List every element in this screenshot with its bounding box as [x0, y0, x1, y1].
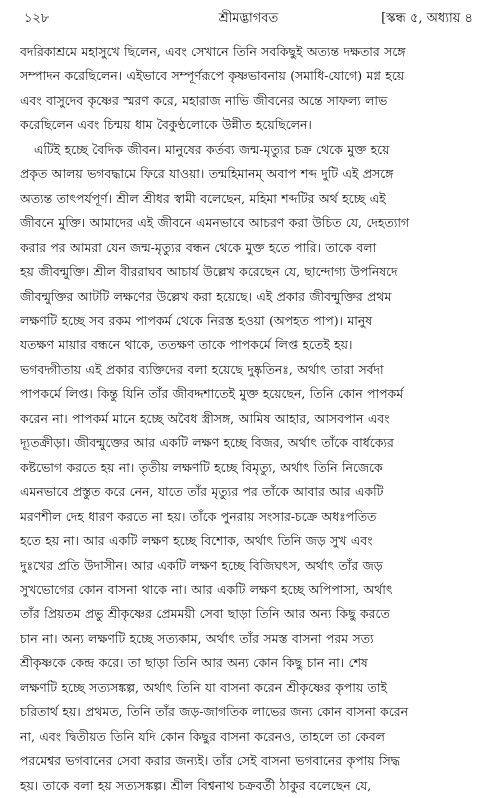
text-line: চরিতার্থ হয়। প্রথমত, তিনি তাঁর জড়-জাগতিক লাভের জন্য কোন বাসনা করেন	[20, 704, 409, 720]
paragraph-1	[20, 40, 477, 138]
text-line: লক্ষণটি হচ্ছে সত্যসঙ্কল্প, অর্থাৎ তিনি যা বাসনা করেন শ্রীকৃষ্ণের কৃপায় তাই	[20, 679, 387, 695]
text-line: দ্যূতক্রীড়া। জীবন্মুক্তের আর একটি লক্ষণ হচ্ছে বিজর, অর্থাৎ তাঁকে বার্ধক্যের	[20, 435, 394, 451]
paragraph-2	[20, 138, 477, 798]
text-line: জীবনে মুক্তি। আমাদের এই জীবনে এমনভাবে আচরণ করা উচিত যে, দেহত্যাগ	[20, 215, 410, 231]
text-line: লক্ষণটি হচ্ছে সব রকম পাপকর্ম থেকে নিরস্ত হওয়া (অপহত পাপ)। মানুষ	[20, 312, 373, 328]
text-line: না, এবং দ্বিতীয়ত তিনি যদি কোন কিছুর বাসনা করেনও, তাহলে তা কেবল	[20, 728, 385, 744]
text-line: কষ্টভোগ করতে হয় না। তৃতীয় লক্ষণটি হচ্ছে বিমৃত্যু, অর্থাৎ তিনি নিজেকে	[20, 459, 383, 475]
text-line: অত্যন্ত তাৎপর্যপূর্ণ। শ্রীল শ্রীধর স্বামী বলেছেন, মহিমা শব্দটির অর্থ হচ্ছে এই	[20, 190, 386, 206]
section-reference: [স্কন্ধ ৫, অধ্যায় ৪	[381, 11, 473, 26]
text-line: হতে হয় না। আর একটি লক্ষণ হচ্ছে বিশোক, অর্থাৎ তিনি জড় সুখ এবং	[20, 533, 373, 549]
text-line: দুঃখের প্রতি উদাসীন। আর একটি লক্ষণ হচ্ছে বিজিঘৎস, অর্থাৎ তাঁর জড়	[20, 557, 383, 573]
page-header	[20, 6, 477, 32]
text-line: তাঁর প্রিয়তম প্রভু শ্রীকৃষ্ণের প্রেমময়ী সেবা ছাড়া তিনি আর অন্য কিছু করতে	[20, 606, 390, 622]
text-line: এবং বাসুদেব কৃষ্ণের স্মরণ করে, মহারাজ নাভি জীবনের অন্তে সাফল্য লাভ	[20, 92, 388, 108]
text-line: পাপকর্মে লিপ্ত। কিন্তু যিনি তাঁর জীবদ্দশাতেই মুক্ত হয়েছেন, তিনি কোন পাপকর্ম	[20, 386, 404, 402]
text-line: বদরিকাশ্রমে মহাসুখে ছিলেন, এবং সেখানে তিনি সবকিছুই অত্যন্ত দক্ষতার সঙ্গে	[20, 44, 406, 59]
text-line: জীবন্মুক্তির আটটি লক্ষণের উল্লেখ করা হয়েছে। এই প্রকার জীবন্মুক্তির প্রথম	[20, 288, 392, 304]
text-line: ভগবদ্গীতায় এই প্রকার ব্যক্তিদের বলা হয়েছে দুষ্কৃতিনঃ, অর্থাৎ তারা সর্বদা	[20, 361, 384, 377]
text-line: এমনভাবে প্রস্তুত করে নেন, যাতে তাঁর মৃত্যুর পর তাঁকে আবার আর একটি	[20, 484, 384, 500]
page-number: ১২৮	[24, 11, 50, 26]
text-line: চান না। অন্য লক্ষণটি হচ্ছে সত্যকাম, অর্থাৎ তাঁর সমস্ত বাসনা পরম সত্য	[20, 630, 374, 646]
text-line: হয়। তাকে বলা হয় সত্যসঙ্কল্প। শ্রীল বিশ্বনাথ চক্রবর্তী ঠাকুর বলেছেন যে,	[20, 777, 372, 793]
text-line: মরণশীল দেহ ধারণ করতে না হয়। তাঁকে পুনরায় সংসার-চক্রে অধঃপতিত	[20, 508, 377, 524]
text-line: সুখভোগের কোন বাসনা থাকে না। আর একটি লক্ষণ হচ্ছে অপিপাসা, অর্থাৎ	[20, 581, 393, 597]
body-text	[20, 40, 477, 798]
text-line: হয় জীবন্মুক্তি। শ্রীল বীররাঘব আচার্য উল্লেখ করেছেন যে, ছান্দোগ্য উপনিষদে	[20, 264, 398, 280]
text-line: শ্রীকৃষ্ণকে কেন্দ্র করে। তা ছাড়া তিনি আর অন্য কোন কিছু চান না। শেষ	[20, 655, 368, 671]
text-line: এটিই হচ্ছে বৈদিক জীবন। মানুষের কর্তব্য জন্ম-মৃত্যুর চক্র থেকে মুক্ত হয়ে	[34, 141, 390, 157]
text-line: করেন না। পাপকর্ম মানে হচ্ছে অবৈধ স্ত্রীসঙ্গ, আমিষ আহার, আসবপান এবং	[20, 410, 390, 426]
text-line: পরমেশ্বর ভগবানের সেবা করার জন্যই। তাঁর সেই বাসনা ভগবানের কৃপায় সিদ্ধ	[20, 753, 400, 769]
book-title: শ্রীমদ্ভাগবত	[218, 11, 279, 26]
text-line: সম্পাদন করেছিলেন। এইভাবে সম্পূর্ণরূপে কৃষ্ণভাবনায় (সমাধি-যোগে) মগ্ন হয়ে	[20, 68, 405, 84]
text-line: প্রকৃত আলয় ভগবদ্ধামে ফিরে যাওয়া। তন্মহিমানম্ অবাপ শব্দ দুটি এই প্রসঙ্গে	[20, 166, 394, 182]
text-line: করেছিলেন এবং চিন্ময় ধাম বৈকুণ্ঠলোকে উন্নীত হয়েছিলেন।	[20, 117, 312, 133]
text-line: যতক্ষণ মায়ার বন্ধনে থাকে, ততক্ষণ তাকে পাপকর্মে লিপ্ত হতেই হয়।	[20, 337, 353, 353]
text-line: করার পর আমরা যেন জন্ম-মৃত্যুর বন্ধন থেকে মুক্ত হতে পারি। তাকে বলা	[20, 239, 377, 255]
